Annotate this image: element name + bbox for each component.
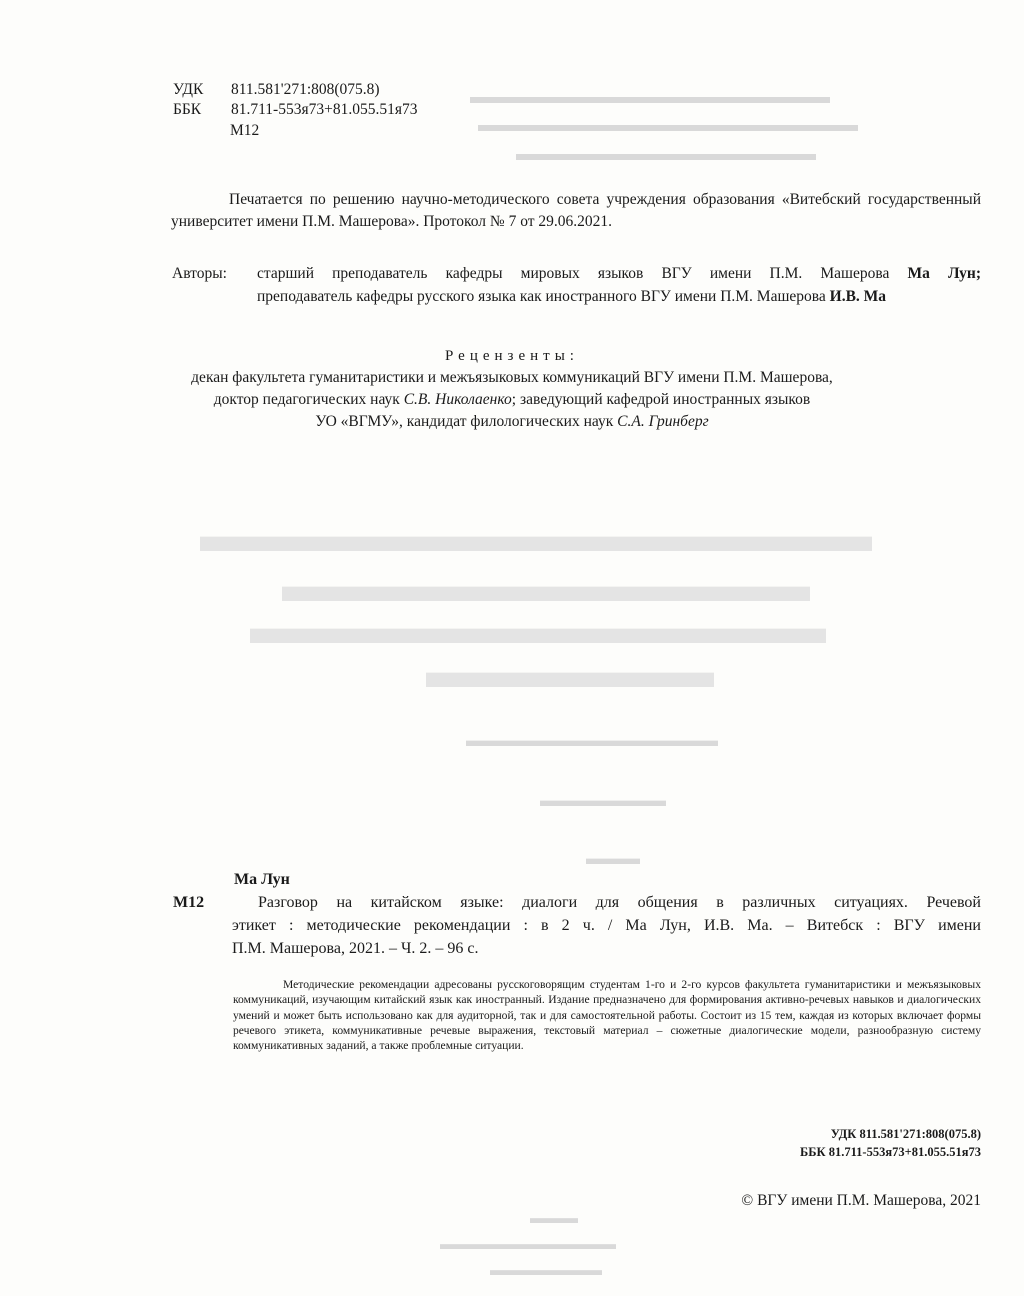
author-line-2 bbox=[257, 287, 886, 307]
bleed-through-text: ▬▬▬▬▬▬ bbox=[426, 645, 714, 698]
udk-value: 811.581'271:808(075.8) bbox=[231, 81, 380, 98]
reviewer-1-name: С.В. Николаенко bbox=[403, 391, 512, 408]
book-description bbox=[232, 891, 981, 960]
bleed-through-text: ▬▬▬▬▬▬▬▬▬▬▬▬▬▬▬▬▬▬ bbox=[470, 86, 830, 108]
book-code: М12 bbox=[173, 894, 205, 911]
reviewers-line-2-b: ; заведующий кафедрой иностранных языков bbox=[511, 391, 811, 408]
author-line-1 bbox=[257, 264, 981, 284]
reviewers-heading: Рецензенты: bbox=[445, 348, 579, 364]
book-desc-line-3: П.М. Машерова, 2021. – Ч. 2. – 96 с. bbox=[232, 940, 479, 957]
bleed-through-text: ▬▬▬ bbox=[586, 848, 640, 868]
bbk-line bbox=[173, 100, 417, 120]
footer-udk: УДК 811.581'271:808(075.8) bbox=[830, 1127, 981, 1141]
reviewers-line-3 bbox=[0, 412, 1024, 432]
author-mark: М12 bbox=[230, 122, 260, 139]
bleed-through-text: ▬▬▬▬▬▬▬▬▬▬▬▬▬▬▬ bbox=[516, 143, 816, 165]
udk-label: УДК bbox=[173, 81, 204, 98]
bleed-through-text: ▬▬▬▬▬▬▬▬▬▬▬▬▬▬▬▬▬▬▬ bbox=[478, 114, 858, 136]
book-desc-line-1: Разговор на китайском языке: диалоги для общения в различных ситуациях. Речевой bbox=[258, 894, 981, 911]
bleed-through-text: ▬▬▬▬▬▬▬ bbox=[490, 1262, 602, 1279]
bbk-value: 81.711-553я73+81.055.51я73 bbox=[231, 101, 418, 118]
author-2-position: преподаватель кафедры русского языка как иностранного ВГУ имени П.М. Машерова bbox=[257, 288, 830, 305]
reviewers-line-2 bbox=[0, 390, 1024, 410]
bleed-through-text: ▬▬▬▬▬▬▬▬▬▬▬ bbox=[282, 559, 810, 612]
book-desc-line-2: этикет : методические рекомендации : в 2 ч. / Ма Лун, И.В. Ма. – Витебск : ВГУ имени bbox=[232, 917, 981, 934]
author-1-position: старший преподаватель кафедры мировых языков ВГУ имени П.М. Машерова bbox=[257, 265, 908, 282]
authors-label: Авторы: bbox=[172, 265, 227, 282]
bleed-through-text: ▬▬▬▬▬▬▬▬▬▬▬▬ bbox=[250, 601, 826, 654]
footer-bbk: ББК 81.711-553я73+81.055.51я73 bbox=[800, 1145, 981, 1159]
reviewers-line-2-a: доктор педагогических наук bbox=[213, 391, 404, 408]
reviewer-2-name: С.А. Гринберг bbox=[617, 413, 709, 430]
annotation-paragraph: Методические рекомендации адресованы русскоговорящим студентам 1-го и 2-го курсов факультета гуманитаристики и межъязыковых коммуникаций, изучающим китайский язык как иностранный. Издание предназначено для формирования активно-речевых навыков и диалогических умений и может быть использовано как для аудиторной, так и для самостоятельной работы. Состоит из 15 тем, каждая из которых включает формы речевого этикета, коммуникативные речевые выражения, текстовый материал – сюжетные диалогические модели, разнообразную систему коммуникативных заданий, а также проблемные ситуации. bbox=[233, 978, 981, 1053]
author-2-name: И.В. Ма bbox=[829, 288, 887, 305]
bleed-through-text: ▬▬▬▬▬▬▬ bbox=[540, 790, 666, 810]
copyright: © ВГУ имени П.М. Машерова, 2021 bbox=[741, 1192, 981, 1209]
bleed-through-text: ▬▬▬▬▬▬▬▬▬▬▬▬▬▬ bbox=[466, 730, 718, 750]
bleed-through-text: ▬▬▬▬▬▬▬▬▬▬▬▬▬▬ bbox=[200, 509, 872, 562]
book-author: Ма Лун bbox=[234, 871, 290, 888]
reviewers-line-3-a: УО «ВГМУ», кандидат филологических наук bbox=[315, 413, 618, 430]
bleed-through-text: ▬▬▬ bbox=[530, 1210, 578, 1227]
bleed-through-text: ▬▬▬▬▬▬▬▬▬▬▬ bbox=[440, 1236, 616, 1253]
print-decision-paragraph: Печатается по решению научно-методического совета учреждения образования «Витебский государственный университет имени П.М. Машерова». Протокол № 7 от 29.06.2021. bbox=[171, 191, 981, 230]
reviewers-line-1: декан факультета гуманитаристики и межъязыковых коммуникаций ВГУ имени П.М. Машерова, bbox=[191, 369, 833, 386]
author-1-name: Ма Лун; bbox=[907, 265, 981, 282]
udk-line bbox=[173, 80, 380, 100]
bbk-label: ББК bbox=[173, 101, 202, 118]
